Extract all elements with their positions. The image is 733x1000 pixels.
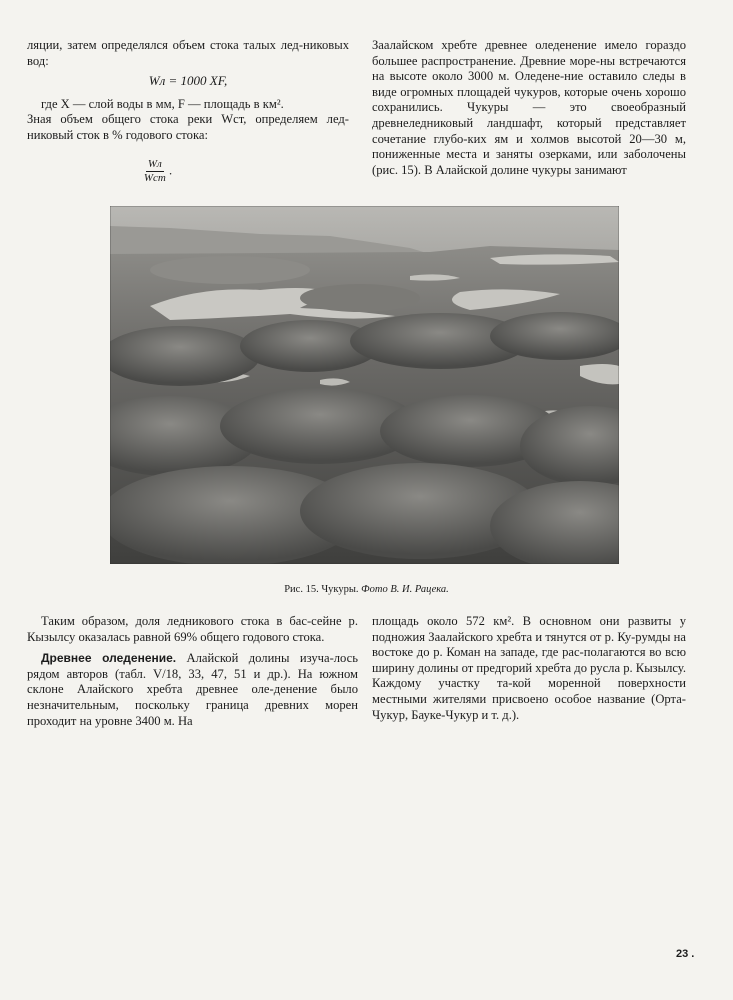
text-column-top-left [27, 38, 349, 185]
fraction-formula [0, 158, 349, 185]
paragraph: ляции, затем определялся объем стока талых лед-никовых вод: [27, 38, 349, 68]
fraction-dot: . [169, 162, 173, 177]
figure-caption [0, 583, 733, 596]
caption-credit: Фото В. И. Рацека. [361, 584, 449, 595]
fraction-denominator: Wст [143, 171, 166, 184]
page-number: 23 . [676, 948, 695, 960]
text-column-top-right [372, 38, 686, 178]
paragraph: Заалайском хребте древнее оледенение имело гораздо большее распространение. Древние море-ны встречаются на высоте около 3000 м. Оледене-ние оставило следы в виде огромных площадей чукуров, которые очень хорошо сохранились. Чукуры — это своеобразный древнеледниковый ландшафт, который представляет сочетание глубо-ких ям и холмов высотой 20—30 м, пониженные места и заняты озерками, или заболочены (рис. 15). В Алайской долине чукуры занимают [372, 38, 686, 177]
text-column-bottom-right [372, 614, 686, 723]
paragraph: площадь около 572 км². В основном они развиты у подножия Заалайского хребта и тянутся от р. Ку-румды на востоке до р. Коман на западе, где рас-полагаются во всю ширину долины от предгорий хребта до русла р. Кызылсу. Каждому участку та-кой моренной поверхности местными жителями присвоено особое название (Орта-Чукур, Бауке-Чукур и т. д.). [372, 614, 686, 722]
paragraph: Зная объем общего стока реки Wст, определяем лед-никовый сток в % годового стока: [27, 112, 349, 142]
paragraph: Таким образом, доля ледникового стока в бас-сейне р. Кызылсу оказалась равной 69% общего годового стока. [27, 614, 358, 644]
caption-prefix: Рис. 15. Чукуры. [284, 584, 359, 595]
text-column-bottom-left [27, 614, 358, 729]
paragraph-text: Алайской долины изуча-лось рядом авторов (табл. V/18, 33, 47, 51 и др.). На южном склоне Алайского хребта древнее оле-денение было незначительным, поскольку граница древних морен проходит на уровне 3400 м. На [27, 651, 358, 728]
paragraph: где X — слой воды в мм, F — площадь в км². [41, 96, 284, 111]
paragraph [27, 651, 358, 729]
fraction-numerator: Wл [147, 157, 162, 170]
landscape-photo [110, 206, 619, 564]
formula: Wл = 1000 XF, [148, 73, 228, 89]
section-heading: Древнее оледенение. [41, 651, 177, 666]
